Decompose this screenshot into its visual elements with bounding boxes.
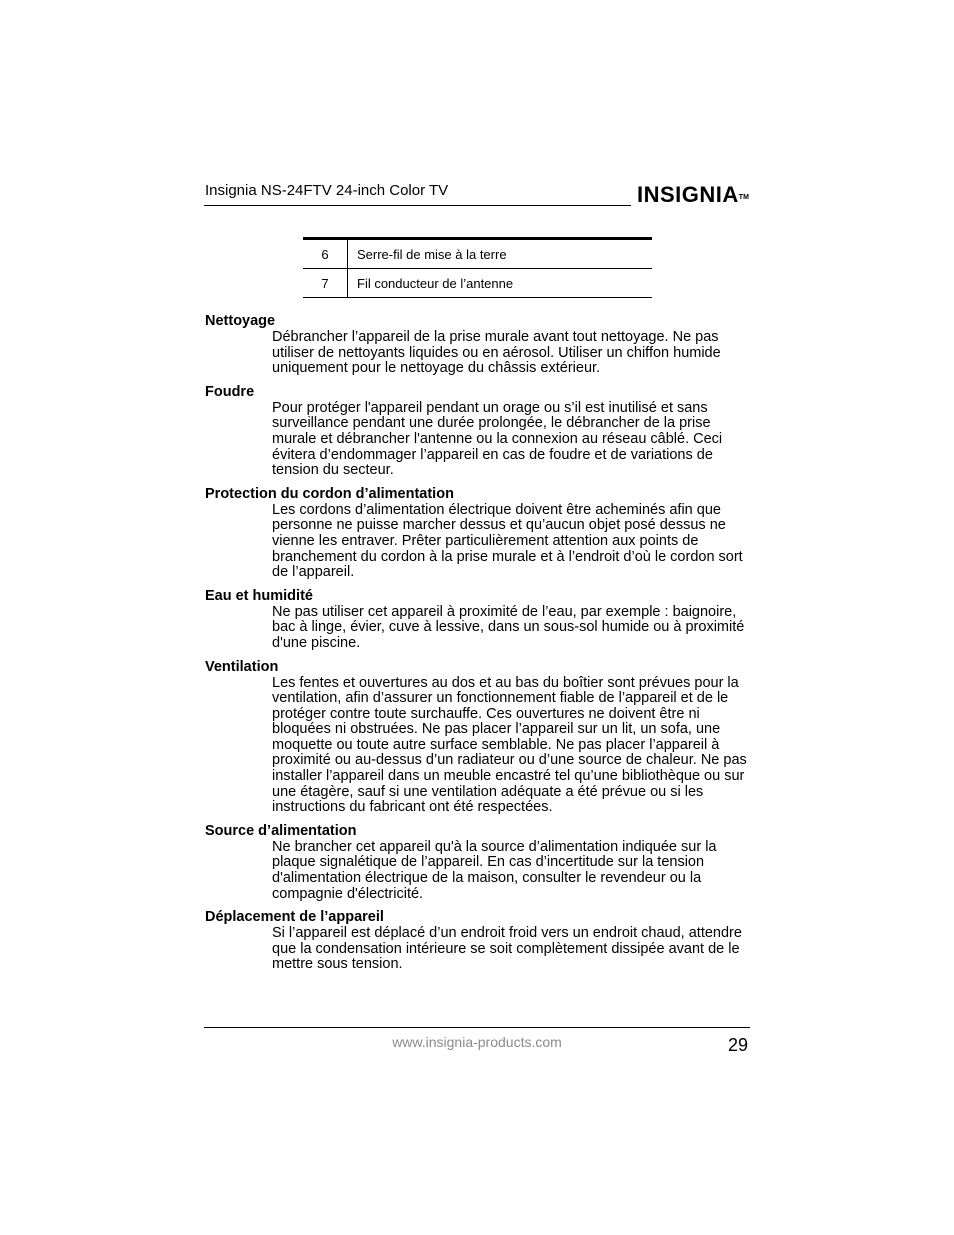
section-ventilation <box>205 658 750 816</box>
section-body: Débrancher l’appareil de la prise murale avant tout nettoyage. Ne pas utiliser de nettoyants liquides ou en aérosol. Utiliser un chiffon humide uniquement pour le nettoyage du châssis extérieur. <box>272 329 721 377</box>
page-number: 29 <box>727 1035 748 1055</box>
section-heading: Nettoyage <box>205 313 276 329</box>
part-number: 7 <box>303 269 348 298</box>
section-heading: Ventilation <box>205 658 279 675</box>
parts-table <box>303 237 652 298</box>
part-label: Fil conducteur de l’antenne <box>348 269 653 298</box>
section-body: Pour protéger l'appareil pendant un orage ou s’il est inutilisé et sans surveillance pendant une durée prolongée, le débrancher de la prise murale et débrancher l'antenne ou la connexion au réseau câblé. Ceci évitera d’endommager l’appareil en cas de foudre et de variations de tension du secteur. <box>272 399 723 479</box>
section-power-source <box>205 822 750 902</box>
part-number: 6 <box>303 239 348 269</box>
section-body: Les cordons d’alimentation électrique doivent être acheminés afin que personne ne puisse marcher dessus et qu’aucun objet posé dessus ne vienne les entraver. Prêter particulièrement attention aux points de branchement du cordon à la prise murale et à l’endroit d’où le cordon sort de l’appareil. <box>272 501 743 581</box>
section-body: Ne pas utiliser cet appareil à proximité de l’eau, par exemple : baignoire, bac à linge, évier, cuve à lessive, dans un sous-sol humide ou à proximité d'une piscine. <box>272 603 745 651</box>
logo-trademark: TM <box>738 194 749 201</box>
section-water-moisture <box>205 587 750 652</box>
section-moving-device <box>205 908 750 973</box>
running-header-title: Insignia NS-24FTV 24-inch Color TV <box>205 182 449 199</box>
part-label: Serre-fil de mise à la terre <box>348 239 653 269</box>
section-nettoyage <box>205 312 750 377</box>
table-row <box>303 269 652 298</box>
insignia-logo <box>637 183 749 207</box>
section-body: Si l’appareil est déplacé d’un endroit froid vers un endroit chaud, attendre que la condensation intérieure se soit complètement dissipée avant de le mettre sous tension. <box>272 925 742 973</box>
footer-rule <box>204 1027 750 1028</box>
section-body: Les fentes et ouvertures au dos et au bas du boîtier sont prévues pour la ventilation, afin d’assurer un fonctionnement fiable de l’appareil et de le protéger contre toute surchauffe. Ces ouvertures ne doivent être ni bloquées ni obstruées. Ne pas placer l’appareil sur un lit, un sofa, une moquette ou toute autre surface semblable. Ne pas placer l’appareil à proximité ou au-dessus d’un radiateur ou d’une source de chaleur. Ne pas installer l’appareil dans un meuble encastré tel qu’une bibliothèque ou sur une étagère, sauf si une ventilation adéquate a été prévue ou si les instructions du fabricant ont été respectées. <box>272 674 747 816</box>
section-body: Ne brancher cet appareil qu'à la source d’alimentation indiquée sur la plaque signalétique de l’appareil. En cas d’incertitude sur la tension d'alimentation électrique de la maison, consulter le revendeur ou la compagnie d'électricité. <box>272 838 717 902</box>
section-foudre <box>205 383 750 479</box>
logo-text: INSIGNIA <box>637 182 739 207</box>
footer-url: www.insignia-products.com <box>392 1034 562 1050</box>
section-heading: Déplacement de l’appareil <box>205 909 384 926</box>
section-heading: Source d’alimentation <box>205 822 357 839</box>
safety-sections <box>205 312 750 979</box>
table-row <box>303 239 652 269</box>
section-heading: Protection du cordon d’alimentation <box>205 485 454 502</box>
header-rule <box>204 205 631 206</box>
section-power-cord-protection <box>205 485 750 581</box>
section-heading: Foudre <box>205 383 255 400</box>
section-heading: Eau et humidité <box>205 587 313 604</box>
